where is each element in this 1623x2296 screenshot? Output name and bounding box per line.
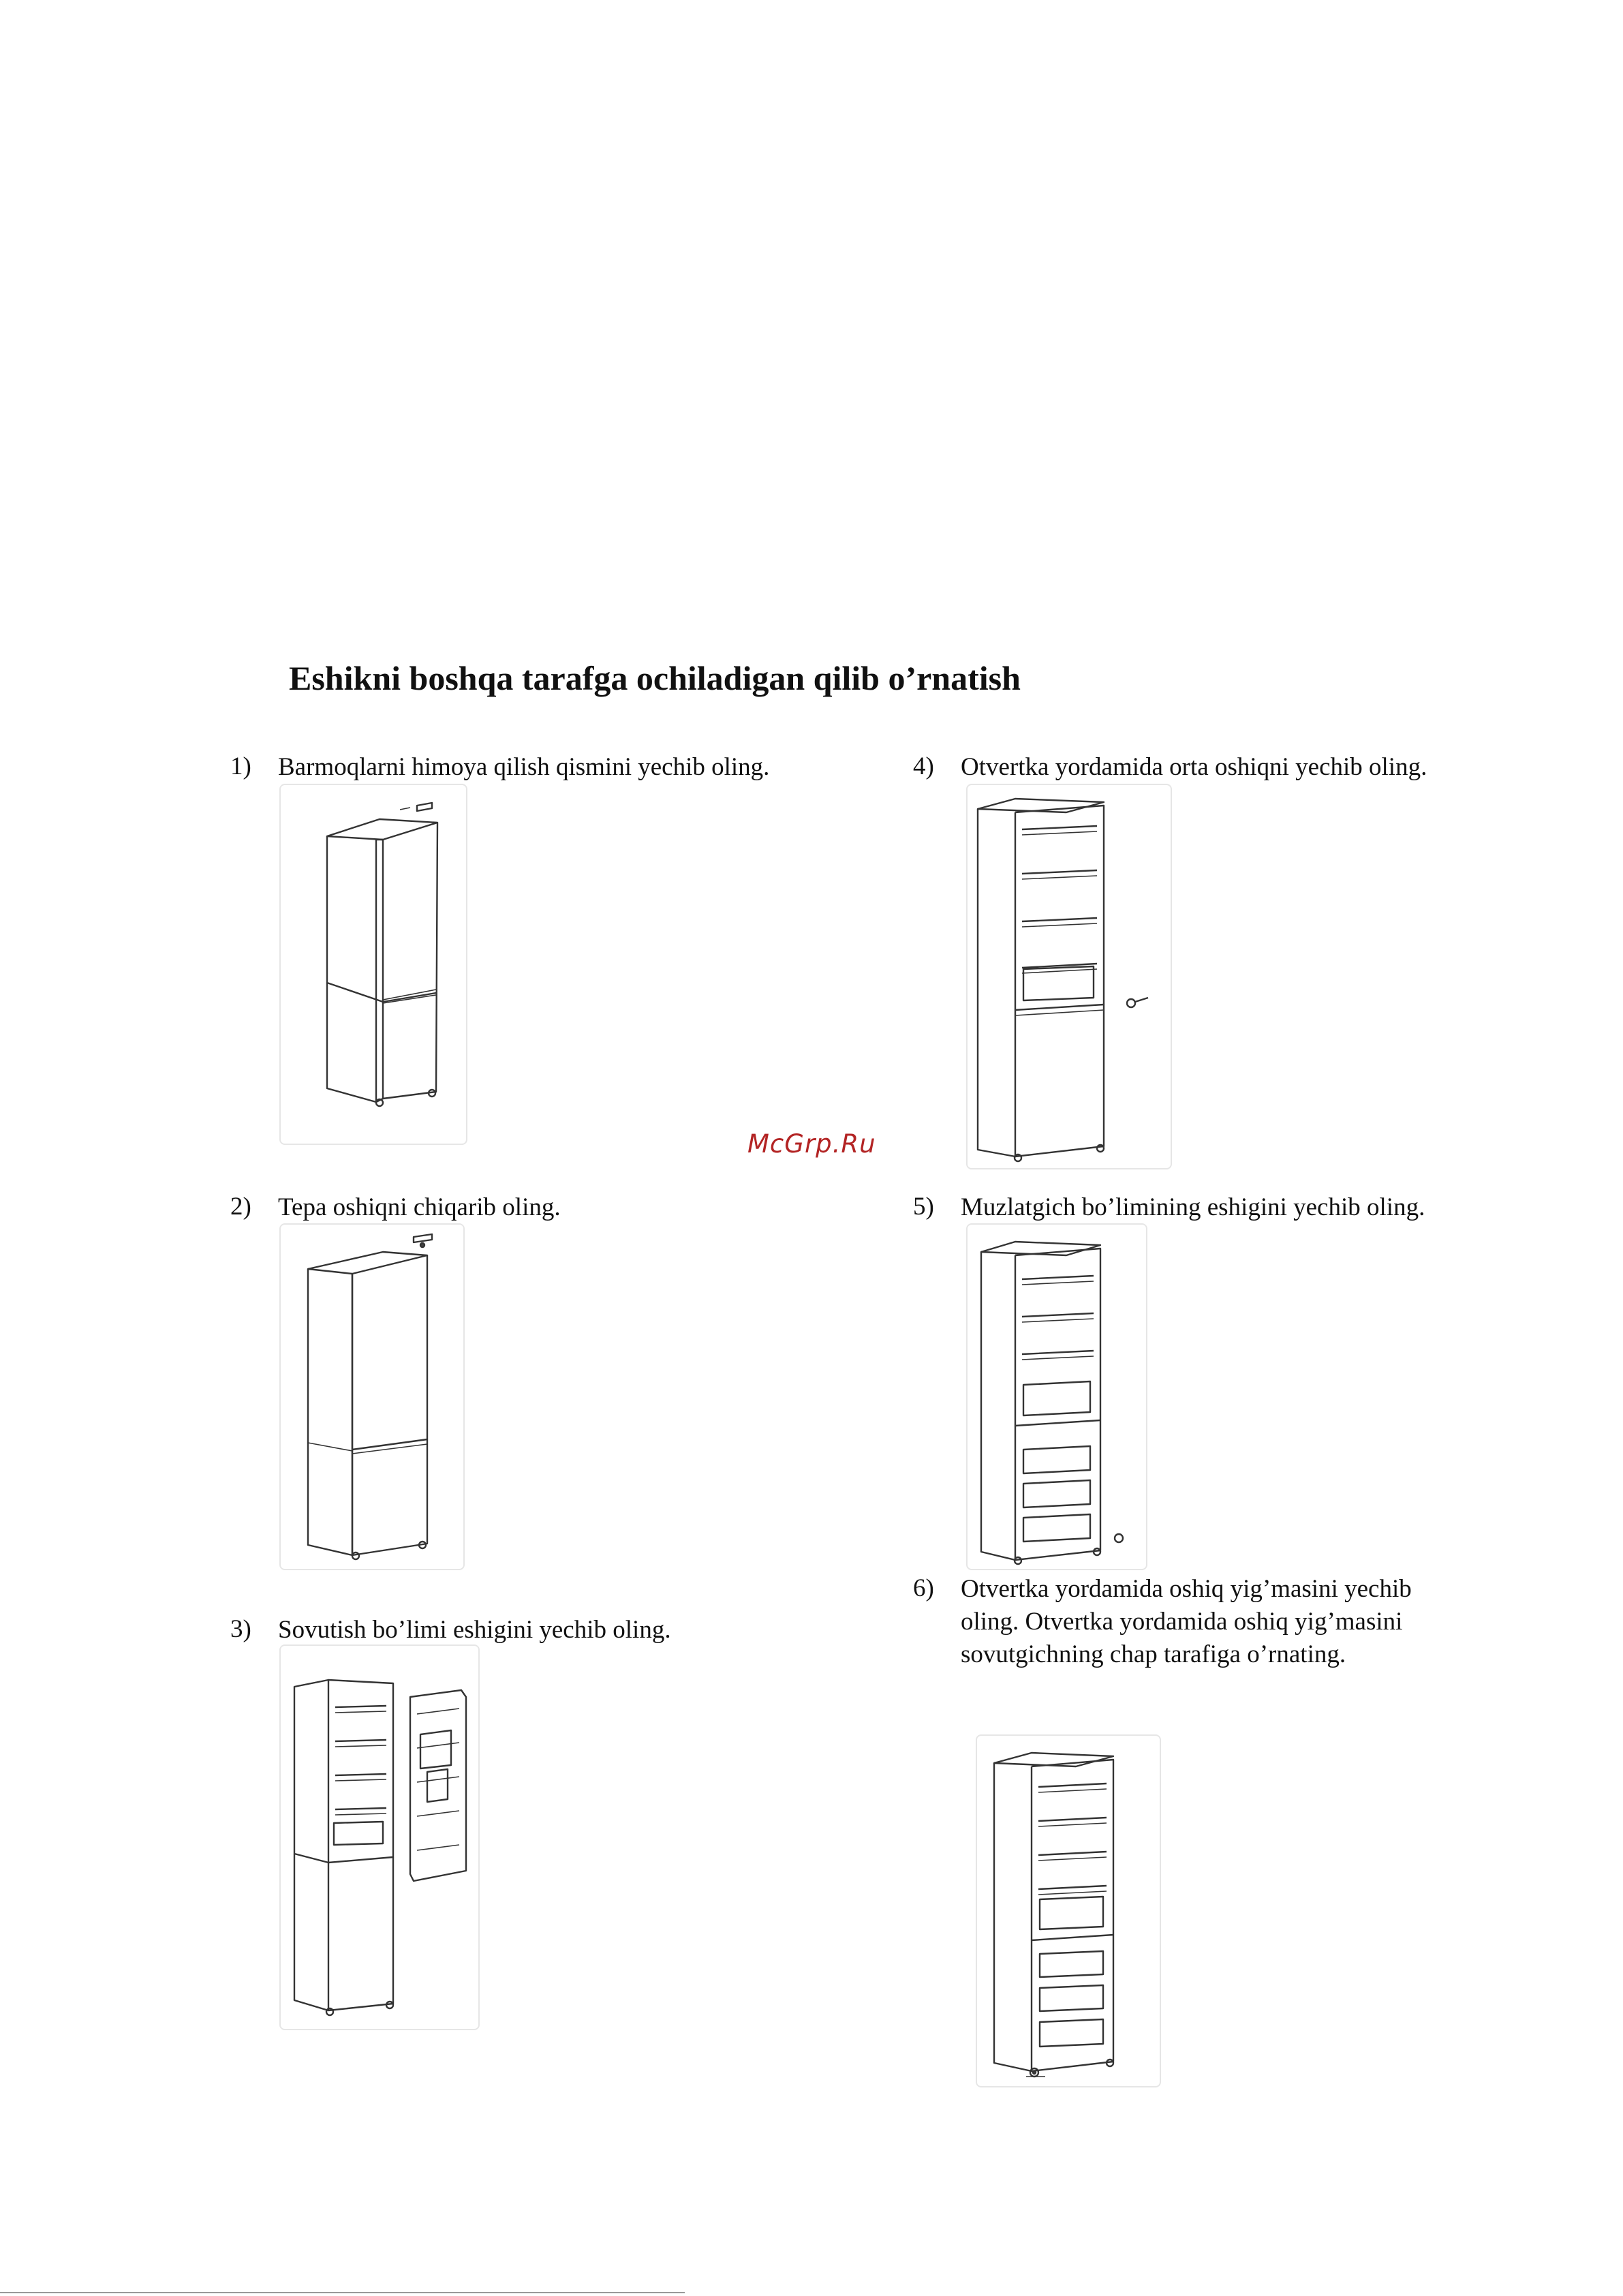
figure-step-4 [966,784,1172,1169]
fridge-open-shelves-illustration [968,785,1171,1168]
step-4-number: 4) [913,752,934,780]
step-3-text: Sovutish bo’limi eshigini yechib oling. [278,1616,671,1644]
step-1-text: Barmoqlarni himoya qilish qismini yechib oling. [278,753,770,781]
step-6-text-line-1: Otvertka yordamida oshiq yig’masini yechib [961,1575,1412,1603]
figure-step-5 [966,1223,1147,1570]
step-5-number: 5) [913,1193,934,1221]
figure-step-3 [279,1644,480,2030]
step-2-text: Tepa oshiqni chiqarib oling. [278,1193,561,1221]
fridge-closed-illustration [281,785,466,1144]
step-6-text-line-3: sovutgichning chap tarafiga o’rnating. [961,1640,1346,1668]
figure-step-6 [976,1734,1161,2087]
bottom-divider [0,2292,685,2293]
step-5-text: Muzlatgich bo’limining eshigini yechib oling. [961,1193,1425,1221]
step-2-number: 2) [230,1193,251,1221]
watermark: McGrp.Ru [747,1129,876,1159]
step-6-text-line-2: oling. Otvertka yordamida oshiq yig’masini [961,1608,1403,1636]
fridge-hinge-relocated-illustration [977,1736,1160,2086]
step-3-number: 3) [230,1615,251,1643]
step-6-number: 6) [913,1574,934,1602]
fridge-closed-hinge-illustration [281,1225,463,1569]
page-title: Eshikni boshqa tarafga ochiladigan qilib o’rnatish [289,659,1021,697]
step-4-text: Otvertka yordamida orta oshiqni yechib oling. [961,753,1427,781]
step-1-number: 1) [230,752,251,780]
fridge-both-doors-removed-illustration [968,1225,1146,1569]
figure-step-2 [279,1223,465,1570]
figure-step-1 [279,784,467,1145]
fridge-upper-door-removed-illustration [281,1646,478,2029]
